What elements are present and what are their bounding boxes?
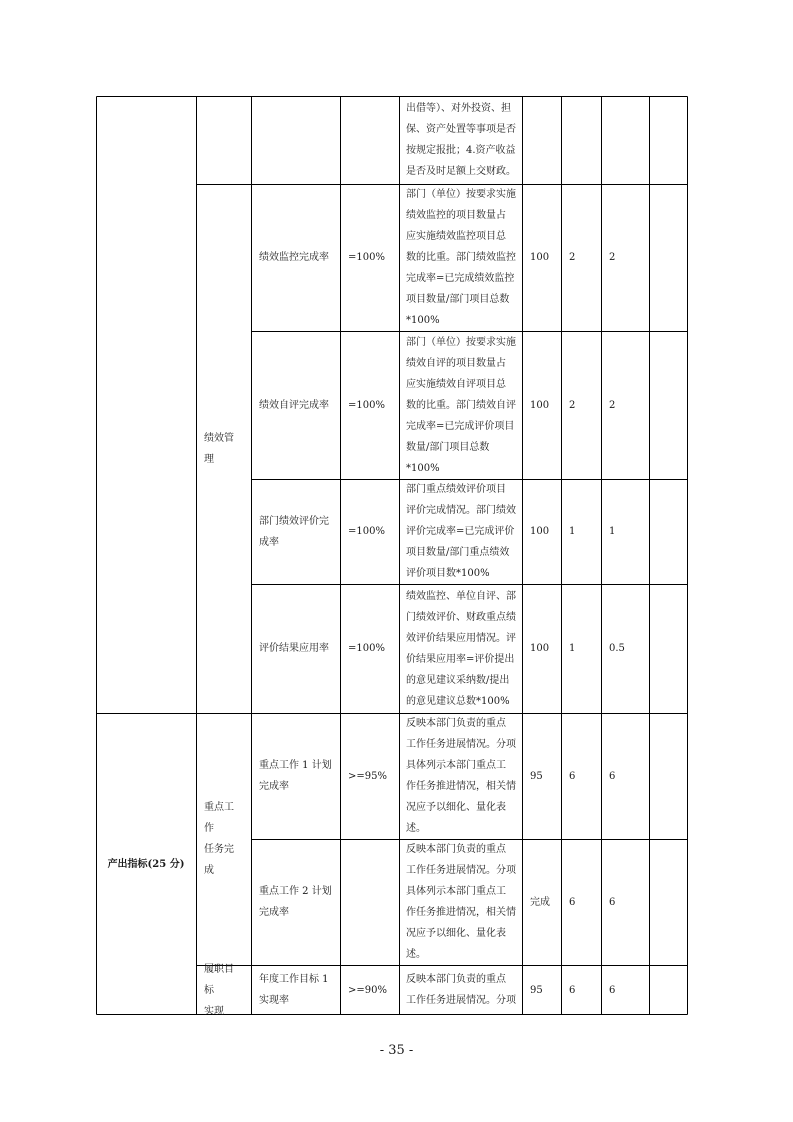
- score-cell: [601, 331, 649, 479]
- description-cell: [399, 584, 522, 713]
- description-cell: [399, 839, 522, 965]
- indicator-text: 评价结果应用率: [259, 643, 329, 654]
- target-cell: [340, 839, 399, 965]
- weight-cell: [561, 479, 601, 584]
- indicator-cell: [251, 713, 340, 839]
- description-text: 部门（单位）按要求实施 绩效监控的项目数量占 应实施绩效监控项目总 数的比重。部门绩效监控 完成率=已完成绩效监控 项目数量/部门项目总数 *100%: [406, 189, 516, 326]
- subcategory-cell: [196, 965, 251, 1015]
- actual-value-cell: [522, 479, 561, 584]
- actual-value-cell: [522, 839, 561, 965]
- category-label: 产出指标(25 分): [107, 858, 185, 870]
- score-text: 6: [609, 896, 616, 908]
- actual-value-text: 100: [530, 252, 550, 263]
- description-text: 出借等）、对外投资、担 保、资产处置等事项是否 按规定报批；4.资产收益 是否及时足额上交财政。: [406, 103, 516, 177]
- score-text: 6: [609, 770, 616, 782]
- subcategory-label: 绩效管理: [204, 432, 234, 465]
- remark-cell: [649, 713, 688, 839]
- indicator-text: 重点工作 1 计划 完成率: [259, 760, 332, 792]
- weight-text: 1: [569, 643, 576, 654]
- weight-text: 6: [569, 984, 576, 996]
- indicator-text: 年度工作目标 1 实现率: [259, 974, 329, 1006]
- score-text: 1: [609, 526, 616, 537]
- remark-cell: [649, 839, 688, 965]
- weight-text: 6: [569, 896, 576, 908]
- weight-text: 2: [569, 252, 576, 263]
- indicator-cell: [251, 479, 340, 584]
- description-text: 部门（单位）按要求实施 绩效自评的项目数量占 应实施绩效自评项目总 数的比重。部门绩效自评 完成率=已完成评价项目 数量/部门项目总数 *100%: [406, 336, 516, 474]
- description-text: 反映本部门负责的重点 工作任务进展情况。分项: [406, 974, 516, 1006]
- score-cell: [601, 713, 649, 839]
- description-cell: [399, 96, 522, 184]
- indicator-cell: [251, 839, 340, 965]
- score-cell: [601, 965, 649, 1015]
- actual-value-cell: [522, 713, 561, 839]
- weight-text: 2: [569, 399, 576, 411]
- subcategory-label: 履职目标 实现: [204, 963, 234, 1017]
- indicator-cell: [251, 184, 340, 331]
- indicator-text: 部门绩效评价完 成率: [259, 515, 329, 548]
- score-text: 0.5: [609, 643, 625, 654]
- target-cell: [340, 96, 399, 184]
- score-cell: [601, 584, 649, 713]
- remark-cell: [649, 184, 688, 331]
- score-cell: [601, 839, 649, 965]
- target-cell: [340, 479, 399, 584]
- page-number: - 35 -: [379, 1043, 414, 1058]
- actual-value-cell: [522, 331, 561, 479]
- remark-cell: [649, 965, 688, 1015]
- description-cell: [399, 479, 522, 584]
- target-cell: [340, 184, 399, 331]
- description-text: 部门重点绩效评价项目 评价完成情况。部门绩效 评价完成率=已完成评价 项目数量/部门重点绩效 评价项目数*100%: [406, 484, 516, 579]
- remark-cell: [649, 331, 688, 479]
- target-text: =100%: [348, 526, 385, 537]
- target-cell: [340, 331, 399, 479]
- score-cell: [601, 184, 649, 331]
- score-cell: [601, 96, 649, 184]
- indicator-text: 绩效自评完成率: [259, 399, 329, 411]
- target-text: >=95%: [348, 770, 387, 782]
- weight-cell: [561, 713, 601, 839]
- weight-cell: [561, 331, 601, 479]
- subcategory-cell: [196, 713, 251, 965]
- target-text: =100%: [348, 252, 385, 263]
- target-text: =100%: [348, 399, 385, 411]
- target-cell: [340, 584, 399, 713]
- subcategory-cell: [196, 184, 251, 713]
- indicator-text: 绩效监控完成率: [259, 252, 329, 263]
- description-text: 绩效监控、单位自评、部 门绩效评价、财政重点绩 效评价结果应用情况。评 价结果应用率=评价提出 的意见建议采纳数/提出 的意见建议总数*100%: [406, 590, 516, 707]
- actual-value-cell: [522, 184, 561, 331]
- weight-cell: [561, 184, 601, 331]
- indicator-text: 重点工作 2 计划 完成率: [259, 886, 332, 918]
- weight-text: 1: [569, 526, 576, 537]
- description-cell: [399, 713, 522, 839]
- remark-cell: [649, 584, 688, 713]
- score-text: 2: [609, 252, 616, 263]
- target-text: >=90%: [348, 984, 387, 996]
- weight-cell: [561, 839, 601, 965]
- target-text: =100%: [348, 643, 385, 654]
- evaluation-table: [96, 96, 688, 1015]
- weight-cell: [561, 96, 601, 184]
- remark-cell: [649, 479, 688, 584]
- description-text: 反映本部门负责的重点 工作任务进展情况。分项 具体列示本部门重点工 作任务推进情况，相关情 况应予以细化、量化表 述。: [406, 718, 516, 834]
- actual-value-text: 95: [530, 984, 543, 996]
- description-cell: [399, 965, 522, 1015]
- remark-cell: [649, 96, 688, 184]
- indicator-cell: [251, 584, 340, 713]
- score-text: 2: [609, 399, 616, 411]
- actual-value-text: 95: [530, 770, 543, 782]
- score-cell: [601, 479, 649, 584]
- target-cell: [340, 713, 399, 839]
- actual-value-cell: [522, 965, 561, 1015]
- weight-cell: [561, 584, 601, 713]
- actual-value-text: 100: [530, 399, 550, 411]
- subcategory-label: 重点工作 任务完成: [204, 802, 234, 876]
- indicator-cell: [251, 331, 340, 479]
- actual-value-cell: [522, 96, 561, 184]
- actual-value-text: 100: [530, 643, 550, 654]
- category-cell: [96, 713, 196, 1015]
- score-text: 6: [609, 984, 616, 996]
- description-text: 反映本部门负责的重点 工作任务进展情况。分项 具体列示本部门重点工 作任务推进情况，相关情 况应予以细化、量化表 述。: [406, 844, 516, 960]
- actual-value-text: 100: [530, 526, 550, 537]
- actual-value-text: 完成: [530, 896, 550, 908]
- description-cell: [399, 331, 522, 479]
- description-cell: [399, 184, 522, 331]
- weight-text: 6: [569, 770, 576, 782]
- target-cell: [340, 965, 399, 1015]
- weight-cell: [561, 965, 601, 1015]
- actual-value-cell: [522, 584, 561, 713]
- indicator-cell: [251, 965, 340, 1015]
- indicator-cell: [251, 96, 340, 184]
